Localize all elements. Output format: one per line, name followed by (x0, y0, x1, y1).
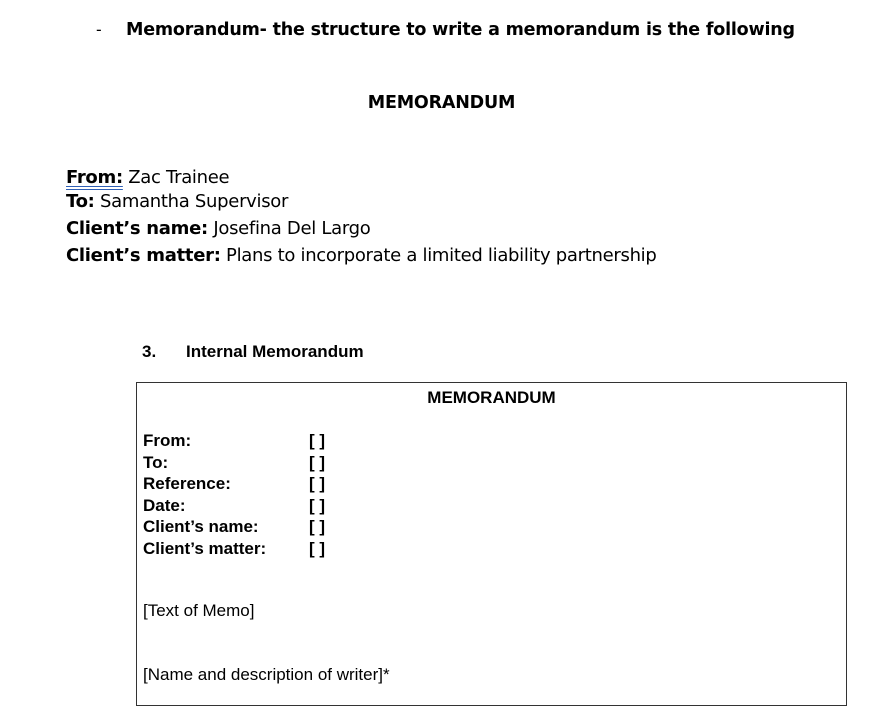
bullet-dash: - (96, 20, 102, 39)
memo-template-title: MEMORANDUM (427, 388, 556, 407)
template-field-value: [ ] (309, 495, 326, 515)
section-title: Internal Memorandum (186, 342, 364, 361)
template-field-value: [ ] (309, 474, 326, 493)
example-client-matter-line (66, 245, 657, 266)
example-memo-title: MEMORANDUM (367, 93, 516, 113)
template-field-value: [ ] (309, 517, 326, 536)
example-to-label: To: (66, 191, 95, 212)
memo-template-box (136, 382, 847, 706)
template-field-label: Client’s name: (143, 517, 259, 536)
example-to-line (66, 191, 288, 212)
template-field-value: [ ] (309, 452, 326, 472)
example-client-name-line (66, 218, 370, 239)
example-client-name-value: Josefina Del Largo (207, 218, 371, 239)
section-number: 3. (142, 342, 157, 361)
example-to-value: Samantha Supervisor (94, 191, 289, 212)
example-client-name-label: Client’s name: (66, 218, 208, 239)
template-field-value: [ ] (309, 538, 326, 558)
example-from-label: From: (66, 167, 123, 188)
memo-writer-placeholder: [Name and description of writer]* (143, 665, 390, 684)
template-field-label: Client’s matter: (143, 538, 267, 558)
template-field-value: [ ] (309, 431, 326, 450)
template-field-label: From: (143, 431, 192, 450)
template-field-label: To: (143, 452, 169, 472)
example-from-line (66, 167, 229, 188)
example-client-matter-value: Plans to incorporate a limited liability partnership (220, 245, 657, 266)
memo-text-placeholder: [Text of Memo] (143, 601, 255, 620)
template-field-label: Reference: (143, 474, 231, 493)
bullet-heading: Memorandum- the structure to write a memorandum is the following (126, 20, 795, 40)
example-client-matter-label: Client’s matter: (66, 245, 221, 266)
example-from-value: Zac Trainee (122, 167, 230, 188)
template-field-label: Date: (143, 495, 186, 515)
